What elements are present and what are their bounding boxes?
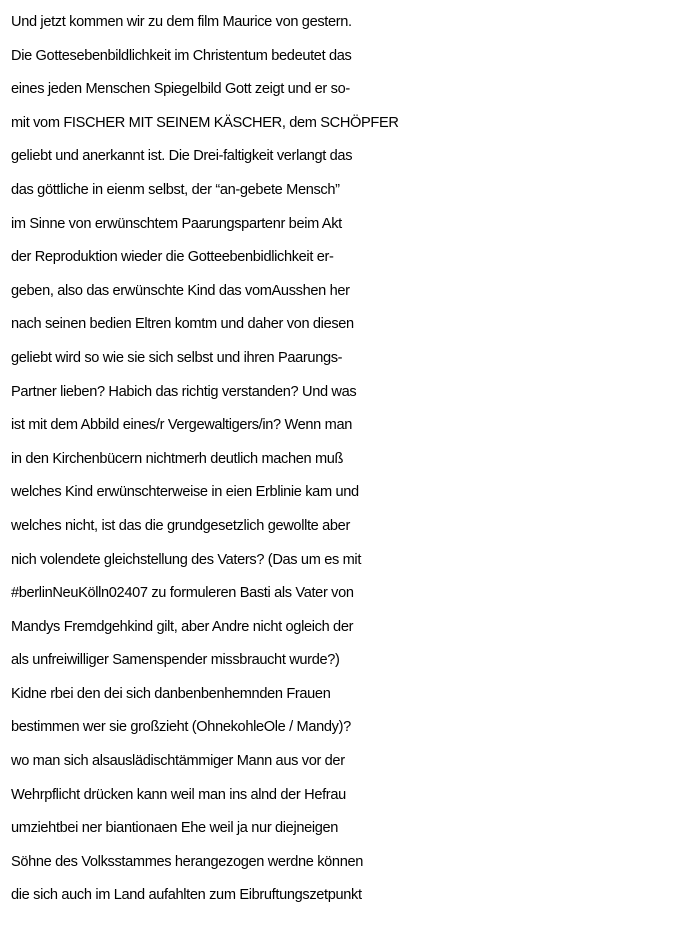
body-text	[11, 6, 683, 913]
text-line: geliebt wird so wie sie sich selbst und ihren Paarungs-	[11, 349, 343, 366]
text-line: Mandys Fremdgehkind gilt, aber Andre nicht ogleich der	[11, 618, 354, 635]
text-line: welches nicht, ist das die grundgesetzlich gewollte aber	[11, 517, 350, 534]
text-line: Kidne rbei den dei sich danbenbenhemnden Frauen	[11, 685, 331, 702]
text-line: Wehrpflicht drücken kann weil man ins alnd der Hefrau	[11, 786, 346, 803]
text-line: Die Gottesebenbildlichkeit im Christentum bedeutet das	[11, 47, 352, 64]
text-line: geliebt und anerkannt ist. Die Drei-faltigkeit verlangt das	[11, 148, 353, 165]
text-line: geben, also das erwünschte Kind das vomAusshen her	[11, 282, 350, 299]
text-line: in den Kirchenbücern nichtmerh deutlich machen muß	[11, 450, 344, 467]
text-line: der Reproduktion wieder die Gotteebenbidlichkeit er-	[11, 249, 334, 266]
text-line: Partner lieben? Habich das richtig verstanden? Und was	[11, 383, 357, 400]
text-line: umziehtbei ner biantionaen Ehe weil ja nur diejneigen	[11, 820, 339, 837]
text-line: bestimmen wer sie großzieht (OhnekohleOle / Mandy)?	[11, 719, 351, 736]
text-line: das göttliche in eienm selbst, der “an-gebete Mensch”	[11, 181, 340, 198]
text-line: nich volendete gleichstellung des Vaters? (Das um es mit	[11, 551, 362, 568]
text-line: wo man sich alsauslädischtämmiger Mann aus vor der	[11, 753, 345, 770]
text-line: welches Kind erwünschterweise in eien Erblinie kam und	[11, 484, 359, 501]
text-line: Und jetzt kommen wir zu dem film Maurice von gestern.	[11, 14, 352, 30]
text-line: #berlinNeuKölln02407 zu formuleren Basti als Vater von	[11, 585, 354, 602]
text-line: Söhne des Volksstammes herangezogen werdne können	[11, 853, 363, 870]
text-line: eines jeden Menschen Spiegelbild Gott zeigt und er so-	[11, 81, 350, 98]
text-line: ist mit dem Abbild eines/r Vergewaltigers/in? Wenn man	[11, 417, 352, 434]
text-line: im Sinne von erwünschtem Paarungspartenr beim Akt	[11, 215, 342, 232]
text-line: nach seinen bedien Eltren komtm und daher von diesen	[11, 316, 354, 333]
text-line: mit vom FISCHER MIT SEINEM KÄSCHER, dem SCHÖPFER	[11, 114, 399, 131]
text-line: die sich auch im Land aufahlten zum Eibruftungszetpunkt	[11, 887, 362, 904]
text-line: als unfreiwilliger Samenspender missbraucht wurde?)	[11, 652, 340, 669]
